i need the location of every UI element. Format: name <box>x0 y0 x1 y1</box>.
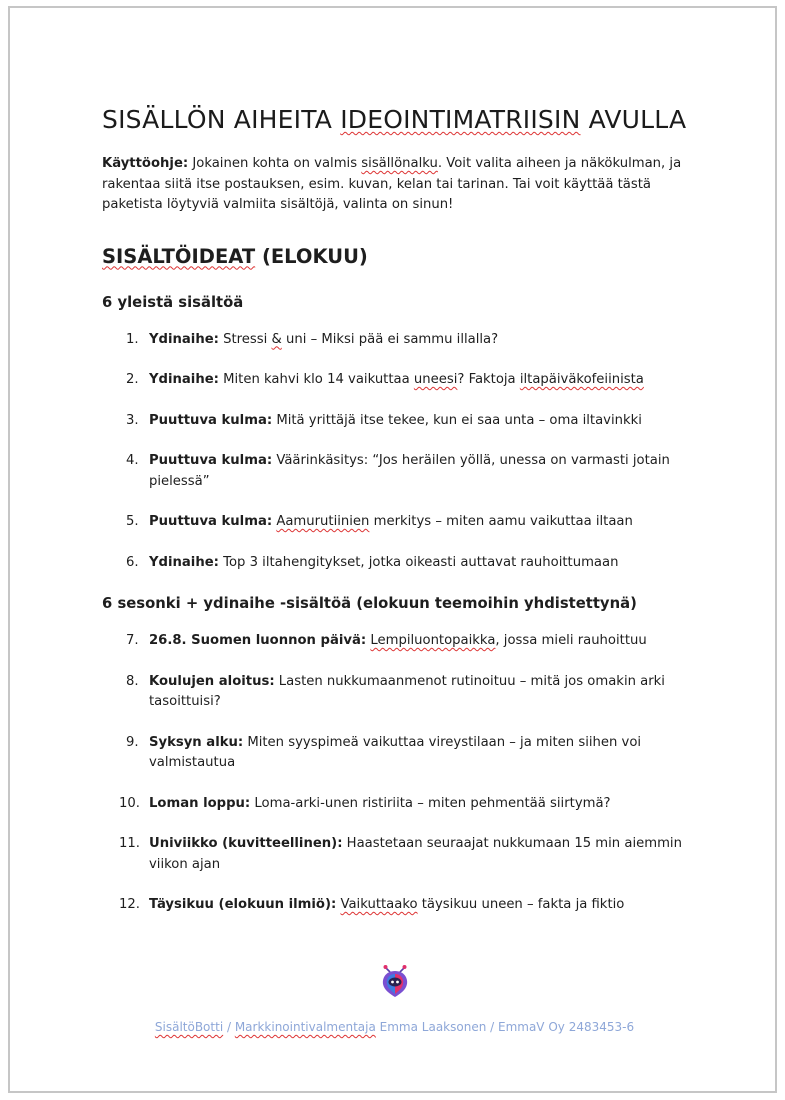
group1-list <box>102 330 692 574</box>
intro-paragraph <box>102 154 692 216</box>
section-heading <box>102 244 692 270</box>
item-number: 5. <box>126 514 139 529</box>
item-text: uneesi <box>413 372 458 387</box>
item-text: Lasten nukkumaanmenot rutinoituu – mitä jos omakin arki tasoittuisi? <box>149 673 665 709</box>
list-item <box>102 834 692 875</box>
item-label: Täysikuu (elokuun ilmiö): <box>149 897 337 912</box>
item-label: Puuttuva kulma: <box>149 412 273 428</box>
item-text: Vaikuttaako <box>340 897 418 912</box>
list-item <box>102 553 692 574</box>
item-label: 26.8. Suomen luonnon päivä: <box>149 633 367 648</box>
item-label: Ydinaihe: <box>149 372 219 387</box>
item-number: 8. <box>126 673 139 689</box>
item-text: Väärinkäsitys: “Jos heräilen yöllä, unessa on varmasti jotain pielessä” <box>149 453 670 489</box>
title-text-2: IDEOINTIMATRIISIN <box>340 105 581 134</box>
list-item <box>102 672 692 713</box>
page-footer <box>10 1020 779 1034</box>
document-page <box>8 6 777 1093</box>
page-title <box>102 104 692 136</box>
item-text: Lempiluontopaikka <box>370 633 496 648</box>
intro-text-3: . Voit valita aiheen ja näkökulman, ja rakentaa siitä itse postauksen, esim. kuvan, kelan tai tarinan. Tai voit käyttää tästä paketista löytyviä valmiita sisältöjä, valinta on sinun! <box>102 156 682 212</box>
intro-text-1: Jokainen kohta on valmis <box>188 156 362 171</box>
item-text: Aamurutiinien <box>276 514 370 529</box>
item-number: 1. <box>126 331 139 347</box>
list-item <box>102 794 692 815</box>
item-text: merkitys – miten aamu vaikuttaa iltaan <box>369 514 633 529</box>
item-number: 7. <box>126 633 139 648</box>
list-item <box>102 330 692 351</box>
item-number: 9. <box>126 734 139 750</box>
item-text: täysikuu uneen – fakta ja fiktio <box>417 897 625 912</box>
intro-label: Käyttöohje: <box>102 156 189 171</box>
item-text: Haastetaan seuraajat nukkumaan 15 min aiemmin viikon ajan <box>149 836 682 872</box>
item-text: Miten kahvi klo 14 vaikuttaa <box>218 372 414 387</box>
item-label: Loman loppu: <box>149 795 251 811</box>
item-number: 11. <box>119 836 140 851</box>
footer-text-1: SisältöBotti <box>154 1020 224 1034</box>
item-number: 3. <box>126 412 139 428</box>
item-label: Syksyn alku: <box>149 734 244 750</box>
title-text-3: AVULLA <box>580 105 687 134</box>
item-text: Miten syyspimeä vaikuttaa vireystilaan – ja miten siihen voi valmistautua <box>149 734 642 770</box>
item-text: Top 3 iltahengitykset, jotka oikeasti auttavat rauhoittumaan <box>218 554 619 570</box>
list-item <box>102 411 692 432</box>
item-label: Puuttuva kulma: <box>149 453 273 468</box>
list-item <box>102 631 692 652</box>
footer-text-3: Markkinointivalmentaja <box>234 1020 376 1034</box>
list-item <box>102 895 692 916</box>
item-number: 10. <box>119 795 140 811</box>
group2-list <box>102 631 692 916</box>
robot-mascot-icon <box>380 961 410 999</box>
item-number: 2. <box>126 372 139 387</box>
item-text: Loma-arki-unen ristiriita – miten pehmentää siirtymä? <box>250 795 611 811</box>
section-heading-2: (ELOKUU) <box>255 244 368 268</box>
intro-text-2: sisällönalku <box>361 156 438 171</box>
item-text: iltapäiväkofeiinista <box>519 372 644 387</box>
group2-heading: 6 sesonki + ydinaihe -sisältöä (elokuun teemoihin yhdistettynä) <box>102 595 637 612</box>
item-text: uni – Miksi pää ei sammu illalla? <box>281 331 499 347</box>
item-text: Stressi <box>218 331 272 347</box>
group1-heading: 6 yleistä sisältöä <box>102 293 244 311</box>
item-text: Mitä yrittäjä itse tekee, kun ei saa unta – oma iltavinkki <box>272 412 642 428</box>
footer-text-2: / <box>223 1020 235 1034</box>
footer-text-4: Emma Laaksonen / EmmaV Oy 2483453-6 <box>375 1020 635 1034</box>
item-label: Ydinaihe: <box>149 554 219 570</box>
item-number: 12. <box>119 897 140 912</box>
item-text: ? Faktoja <box>457 372 520 387</box>
item-text: , jossa mieli rauhoittuu <box>495 633 647 648</box>
list-item <box>102 451 692 492</box>
item-text: & <box>271 331 282 347</box>
item-label: Puuttuva kulma: <box>149 514 273 529</box>
item-label: Univiikko (kuvitteellinen): <box>149 836 343 851</box>
item-label: Koulujen aloitus: <box>149 673 275 689</box>
document-content <box>102 104 692 936</box>
list-item <box>102 733 692 774</box>
title-text-1: SISÄLLÖN AIHEITA <box>102 105 341 134</box>
item-label: Ydinaihe: <box>149 331 219 347</box>
section-heading-1: SISÄLTÖIDEAT <box>102 244 256 268</box>
list-item <box>102 512 692 533</box>
item-number: 6. <box>126 554 139 570</box>
item-number: 4. <box>126 453 139 468</box>
list-item <box>102 370 692 391</box>
